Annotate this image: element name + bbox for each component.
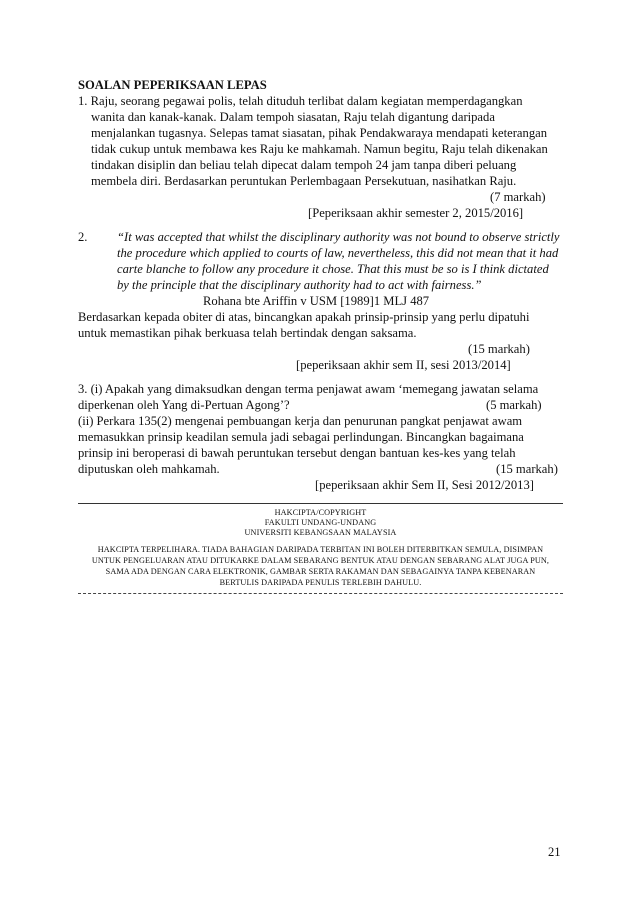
q3-line: (ii) Perkara 135(2) mengenai pembuangan kerja dan penurunan pangkat penjawat awam xyxy=(78,414,523,428)
page-number: 21 xyxy=(548,845,561,859)
footer-dashed-rule xyxy=(78,593,563,594)
q1-line: tindakan disiplin dan beliau telah dipecat dalam tempoh 24 jam tanpa diberi peluang xyxy=(91,158,517,172)
q1-source: [Peperiksaan akhir semester 2, 2015/2016] xyxy=(308,206,524,220)
copyright-line: FAKULTI UNDANG-UNDANG xyxy=(264,518,377,527)
q2-quote-line: the procedure which applied to courts of law, nevertheless, this did not mean that it had xyxy=(117,246,559,260)
q3-source: [peperiksaan akhir Sem II, Sesi 2012/2013] xyxy=(315,478,534,492)
q2-citation: Rohana bte Ariffin v USM [1989]1 MLJ 487 xyxy=(203,294,430,308)
notice-line: SAMA ADA DENGAN CARA ELEKTRONIK, GAMBAR SERTA RAKAMAN DAN SEBAGAINYA TANPA KEBENARAN xyxy=(105,567,536,576)
section-heading: SOALAN PEPERIKSAAN LEPAS xyxy=(78,78,267,92)
q3-marks-1: (5 markah) xyxy=(486,398,542,412)
q1-line: 1. Raju, seorang pegawai polis, telah dituduh terlibat dalam kegiatan memperdagangkan xyxy=(78,94,523,108)
notice-line: UNTUK PENGELUARAN ATAU DITUKARKE DALAM SEBARANG BENTUK ATAU DENGAN SEBARANG ALAT JUGA PUN, xyxy=(91,556,550,565)
q1-marks: (7 markah) xyxy=(490,190,546,204)
notice-line: HAKCIPTA TERPELIHARA. TIADA BAHAGIAN DARIPADA TERBITAN INI BOLEH DITERBITKAN SEMULA, DISIMPAN xyxy=(97,545,544,554)
copyright-line: HAKCIPTA/COPYRIGHT xyxy=(274,508,367,517)
q2-quote-line: carte blanche to follow any procedure it chose. That this must be so is I think dictated xyxy=(117,262,549,276)
q2-body-line: untuk memastikan pihak berkuasa telah bertindak dengan saksama. xyxy=(78,326,417,340)
q1-line: wanita dan kanak-kanak. Dalam tempoh siasatan, Raju telah digantung daripada xyxy=(91,110,495,124)
q3-line: memasukkan prinsip keadilan semula jadi sebagai perlindungan. Bincangkan bagaimana xyxy=(78,430,524,444)
footer-divider xyxy=(78,503,563,504)
q3-line: prinsip ini beroperasi di bawah peruntukan tersebut dengan bantuan kes-kes yang telah xyxy=(78,446,516,460)
q2-body-line: Berdasarkan kepada obiter di atas, bincangkan apakah prinsip-prinsip yang perlu dipatuhi xyxy=(78,310,530,324)
q2-number: 2. xyxy=(78,230,88,244)
q3-line: diputuskan oleh mahkamah. xyxy=(78,462,220,476)
q3-line: 3. (i) Apakah yang dimaksudkan dengan terma penjawat awam ‘memegang jawatan selama xyxy=(78,382,539,396)
notice-line: BERTULIS DARIPADA PENULIS TERLEBIH DAHULU. xyxy=(219,578,422,587)
q2-marks: (15 markah) xyxy=(468,342,530,356)
q3-line: diperkenan oleh Yang di-Pertuan Agong’? xyxy=(78,398,290,412)
q1-line: membela diri. Berdasarkan peruntukan Perlembagaan Persekutuan, nasihatkan Raju. xyxy=(91,174,517,188)
q2-quote-line: “It was accepted that whilst the disciplinary authority was not bound to observe strictly xyxy=(117,230,560,244)
q3-marks-2: (15 markah) xyxy=(496,462,558,476)
q2-quote-line: by the principle that the disciplinary authority had to act with fairness.” xyxy=(117,278,482,292)
q1-line: tidak cukup untuk membawa kes Raju ke mahkamah. Namun begitu, Raju telah dikenakan xyxy=(91,142,548,156)
q1-line: menjalankan tugasnya. Selepas tamat siasatan, pihak Pendakwaraya mendapati keterangan xyxy=(91,126,548,140)
copyright-line: UNIVERSITI KEBANGSAAN MALAYSIA xyxy=(244,528,397,537)
q2-source: [peperiksaan akhir sem II, sesi 2013/2014] xyxy=(296,358,511,372)
